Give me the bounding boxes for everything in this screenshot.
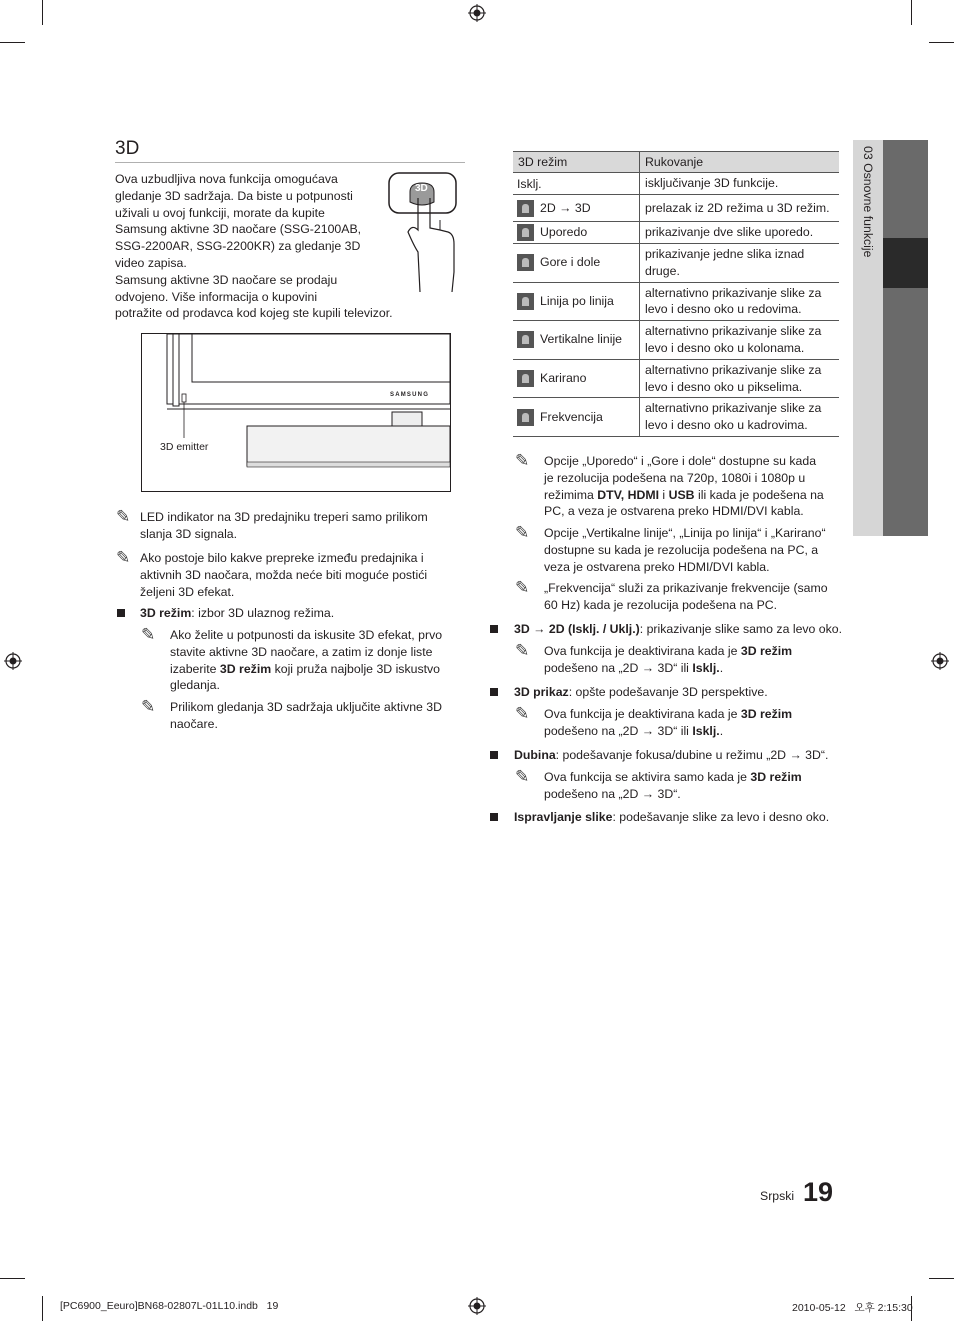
mode-description: alternativno prikazivanje slike za levo i desno oko u pikselima. — [640, 359, 840, 398]
line-by-line-icon — [517, 293, 534, 310]
registration-mark-icon — [468, 4, 486, 22]
2d-to-3d-icon — [517, 200, 534, 217]
bullet-depth: Dubina: podešavanje fokusa/dubine u režimu „2D → 3D“. — [514, 748, 829, 762]
3d-mode-table — [513, 151, 839, 437]
mode-name: Karirano — [540, 370, 587, 385]
table-row — [513, 282, 839, 321]
chapter-tab-dark — [883, 140, 928, 536]
mode-name: Linija po linija — [540, 293, 614, 308]
mode-name: Isklj. — [517, 176, 542, 191]
emitter-label: 3D emitter — [160, 441, 209, 453]
note-icon: ✎ — [116, 507, 131, 526]
mode-description: alternativno prikazivanje slike za levo i desno oko u kadrovima. — [640, 398, 840, 437]
mode-name: Gore i dole — [540, 255, 601, 270]
registration-mark-icon — [468, 1297, 486, 1315]
table-row — [513, 173, 839, 195]
bullet-marker — [490, 688, 498, 696]
table-row — [513, 195, 839, 222]
bullet-3d-mode: 3D režim: izbor 3D ulaznog režima. — [140, 606, 335, 620]
crop-mark — [42, 0, 43, 25]
crop-mark — [0, 42, 25, 43]
tv-brand-logo: SAMSUNG — [390, 392, 430, 398]
tv-illustration — [141, 333, 451, 492]
note-text: Opcije „Vertikalne linije“, „Linija po linija“ i „Karirano“ dostupne su kada je rezolucija podešena na PC, a veza je ostvarena preko HDMI/DVI kabla. — [544, 526, 826, 574]
note-icon: ✎ — [141, 625, 156, 644]
crop-mark — [929, 1278, 954, 1279]
side-by-side-icon — [517, 224, 534, 241]
note-text: Ako želite u potpunosti da iskusite 3D efekat, prvo stavite aktivne 3D naočare, a zatim iz donje liste izaberite 3D režim koji pruža najbolje 3D iskustvo gledanja. — [170, 628, 443, 693]
bullet-marker — [490, 625, 498, 633]
bullet-marker — [490, 751, 498, 759]
mode-description: alternativno prikazivanje slike za levo i desno oko u redovima. — [640, 282, 840, 321]
date-info: 2010-05-12 오후 2:15:30 — [792, 1302, 913, 1314]
note-text: Ova funkcija se aktivira samo kada je 3D režim podešeno na „2D → 3D“. — [544, 770, 802, 801]
note-text: Ova funkcija je deaktivirana kada je 3D režim podešeno na „2D → 3D“ ili Isklj.. — [544, 707, 793, 738]
remote-3d-button-label: 3D — [415, 183, 428, 194]
mode-name: 2D → 3D — [540, 200, 591, 215]
note-text: Opcije „Uporedo“ i „Gore i dole“ dostupne su kada je rezolucija podešena na 720p, 1080i i 1080p u režimima DTV, HDMI i USB ili kada je podešena na PC, a veza je ostvarena preko HDMI/DVI kabla. — [544, 454, 824, 519]
table-row — [513, 222, 839, 244]
section-title: 3D — [115, 138, 140, 159]
mode-description: isključivanje 3D funkcije. — [640, 173, 840, 195]
footer-language: Srpski — [760, 1189, 795, 1203]
bullet-3d-view: 3D prikaz: opšte podešavanje 3D perspektive. — [514, 685, 768, 699]
table-row — [513, 244, 839, 283]
mode-name: Vertikalne linije — [540, 332, 623, 347]
page-number: 19 — [803, 1177, 834, 1207]
bullet-marker — [117, 609, 125, 617]
top-bottom-icon — [517, 254, 534, 271]
crop-mark — [929, 42, 954, 43]
note-text: Ako postoje bilo kakve prepreke između predajnika i aktivnih 3D naočara, možda neće biti moguće postići željeni 3D efekat. — [140, 551, 428, 599]
table-header: 3D režim — [513, 152, 640, 173]
checker-board-icon — [517, 370, 534, 387]
note-text: Ova funkcija je deaktivirana kada je 3D režim podešeno na „2D → 3D“ ili Isklj.. — [544, 644, 793, 675]
vertical-stripe-icon — [517, 331, 534, 348]
mode-description: alternativno prikazivanje slike za levo i desno oko u kolonama. — [640, 321, 840, 360]
remote-3d-button-illustration — [388, 172, 460, 296]
note-icon: ✎ — [515, 578, 530, 597]
tv-emitter-drawing — [142, 334, 450, 491]
title-rule — [115, 162, 465, 163]
note-text: Prilikom gledanja 3D sadržaja uključite aktivne 3D naočare. — [170, 700, 443, 731]
bullet-marker — [490, 813, 498, 821]
crop-mark — [0, 1278, 25, 1279]
chapter-tab-marker — [883, 238, 928, 288]
bullet-image-correction: Ispravljanje slike: podešavanje slike za levo i desno oko. — [514, 810, 830, 824]
note-text: LED indikator na 3D predajniku treperi samo prilikom slanja 3D signala. — [140, 510, 428, 541]
note-icon: ✎ — [515, 641, 530, 660]
crop-mark — [911, 0, 912, 25]
note-icon: ✎ — [515, 767, 530, 786]
mode-name: Frekvencija — [540, 409, 603, 424]
note-text: „Frekvencija“ služi za prikazivanje frekvencije (samo 60 Hz) kada je rezolucija podešena na PC. — [544, 581, 828, 612]
frequency-icon — [517, 409, 534, 426]
mode-description: prikazivanje dve slike uporedo. — [640, 222, 840, 244]
mode-description: prelazak iz 2D režima u 3D režim. — [640, 195, 840, 222]
note-icon: ✎ — [116, 548, 131, 567]
chapter-label: 03 Osnovne funkcije — [861, 146, 875, 258]
file-info: [PC6900_Eeuro]BN68-02807L-01L10.indb 19 — [60, 1300, 279, 1312]
table-header-row — [513, 152, 839, 173]
table-header: Rukovanje — [640, 152, 840, 173]
registration-mark-icon — [4, 652, 22, 670]
note-icon: ✎ — [515, 451, 530, 470]
registration-mark-icon — [931, 652, 949, 670]
mode-name: Uporedo — [540, 224, 588, 239]
note-icon: ✎ — [141, 697, 156, 716]
crop-mark — [42, 1296, 43, 1321]
mode-description: prikazivanje jedne slika iznad druge. — [640, 244, 840, 283]
note-icon: ✎ — [515, 704, 530, 723]
note-icon: ✎ — [515, 523, 530, 542]
table-row — [513, 321, 839, 360]
intro-paragraph: Ova uzbudljiva nova funkcija omogućava gledanje 3D sadržaja. Da biste u potpunosti uživali u ovoj funkciji, morate da kupite Samsung aktivne 3D naočare (SSG-2100AB, SSG-2200AR, SSG-2200KR) za gledanje 3D video zapisa. Samsung aktivne 3D naočare se prodaju odvojeno. Više informacija o kupovini potražite od prodavca kod kojeg ste kupili televizor. — [115, 172, 393, 321]
bullet-3d-to-2d: 3D → 2D (Isklj. / Uklj.): prikazivanje slike samo za levo oko. — [514, 622, 843, 636]
table-row — [513, 359, 839, 398]
table-row — [513, 398, 839, 437]
